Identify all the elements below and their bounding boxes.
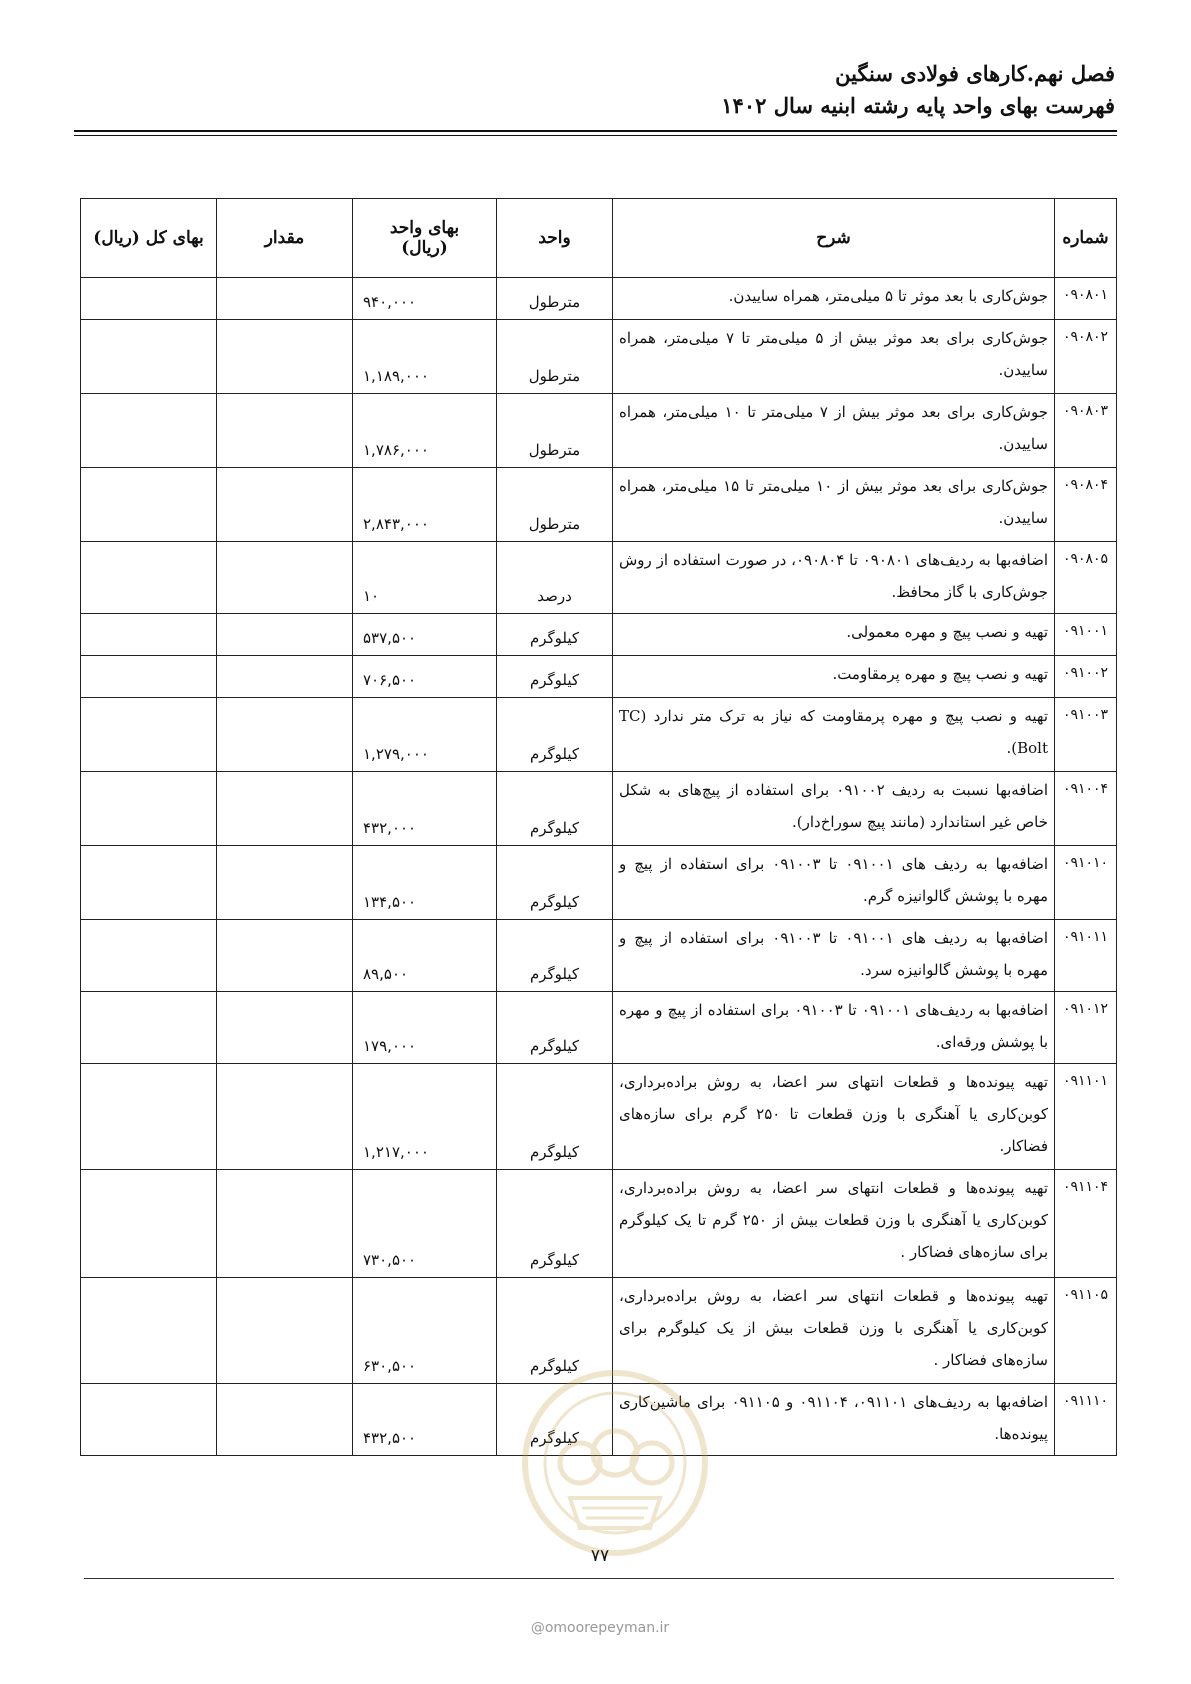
table-row [81,278,1117,320]
table-row [81,394,1117,468]
row-unit: کیلوگرم [497,992,613,1064]
table-row [81,468,1117,542]
row-total-price [81,656,217,698]
row-number: ۰۹۰۸۰۳ [1055,394,1117,468]
row-quantity [217,320,353,394]
row-unit-price: ۱,۲۷۹,۰۰۰ [353,698,497,772]
row-quantity [217,846,353,920]
table-row [81,1170,1117,1278]
price-list-title: فهرست بهای واحد پایه رشته ابنیه سال ۱۴۰۲ [721,93,1115,118]
row-unit: کیلوگرم [497,1278,613,1384]
row-unit: مترطول [497,394,613,468]
seal-logo-icon [520,1368,710,1558]
row-number: ۰۹۰۸۰۲ [1055,320,1117,394]
row-quantity [217,992,353,1064]
column-header-unit: واحد [497,199,613,278]
row-total-price [81,1384,217,1456]
row-unit: کیلوگرم [497,920,613,992]
row-unit-price: ۵۳۷,۵۰۰ [353,614,497,656]
row-unit-price: ۹۴۰,۰۰۰ [353,278,497,320]
column-header-quantity: مقدار [217,199,353,278]
row-unit: کیلوگرم [497,772,613,846]
row-unit-price: ۱,۱۸۹,۰۰۰ [353,320,497,394]
row-total-price [81,468,217,542]
table-row [81,846,1117,920]
row-total-price [81,278,217,320]
table-row [81,920,1117,992]
row-number: ۰۹۰۸۰۱ [1055,278,1117,320]
row-unit-price: ۱,۲۱۷,۰۰۰ [353,1064,497,1170]
row-total-price [81,992,217,1064]
row-description: تهیه و نصب پیچ و مهره پرمقاومت. [613,656,1055,698]
row-quantity [217,772,353,846]
row-quantity [217,1170,353,1278]
row-total-price [81,320,217,394]
row-description: تهیه پیونده‌ها و قطعات انتهای سر اعضا، به روش براده‌برداری، کوبن‌کاری یا آهنگری با وزن قطعات بیش از ۲۵۰ گرم تا یک کیلوگرم برای سازه‌های فضاکار . [613,1170,1055,1278]
row-unit: مترطول [497,278,613,320]
column-header-unit-price: بهای واحد (ریال) [353,199,497,278]
row-quantity [217,1384,353,1456]
row-number: ۰۹۱۰۰۱ [1055,614,1117,656]
column-header-description: شرح [613,199,1055,278]
row-total-price [81,846,217,920]
footer-site-link[interactable]: @omoorepeyman.ir [530,1620,670,1636]
header-rule-thin [74,135,1117,136]
row-number: ۰۹۱۱۱۰ [1055,1384,1117,1456]
row-quantity [217,614,353,656]
table-row [81,1064,1117,1170]
row-number: ۰۹۰۸۰۵ [1055,542,1117,614]
row-quantity [217,920,353,992]
row-quantity [217,278,353,320]
row-description: تهیه و نصب پیچ و مهره معمولی. [613,614,1055,656]
row-number: ۰۹۱۰۰۲ [1055,656,1117,698]
row-unit: کیلوگرم [497,846,613,920]
row-total-price [81,1064,217,1170]
row-total-price [81,772,217,846]
header-rule-thick [74,130,1117,132]
row-number: ۰۹۱۰۰۴ [1055,772,1117,846]
row-total-price [81,920,217,992]
row-unit: کیلوگرم [497,1170,613,1278]
row-unit: درصد [497,542,613,614]
row-description: اضافه‌بها به ردیف‌های ۰۹۰۸۰۱ تا ۰۹۰۸۰۴، در صورت استفاده از روش جوش‌کاری با گاز محافظ. [613,542,1055,614]
row-description: جوش‌کاری برای بعد موثر بیش از ۵ میلی‌متر تا ۷ میلی‌متر، همراه ساییدن. [613,320,1055,394]
row-number: ۰۹۱۰۱۰ [1055,846,1117,920]
row-total-price [81,1170,217,1278]
row-quantity [217,542,353,614]
row-description: جوش‌کاری برای بعد موثر بیش از ۷ میلی‌متر تا ۱۰ میلی‌متر، همراه ساییدن. [613,394,1055,468]
row-unit-price: ۱۰ [353,542,497,614]
table-row [81,614,1117,656]
column-header-number: شماره [1055,199,1117,278]
row-unit-price: ۱۷۹,۰۰۰ [353,992,497,1064]
row-unit: کیلوگرم [497,614,613,656]
row-quantity [217,1278,353,1384]
row-total-price [81,542,217,614]
row-unit-price: ۱۳۴,۵۰۰ [353,846,497,920]
table-row [81,698,1117,772]
row-number: ۰۹۱۰۰۳ [1055,698,1117,772]
row-total-price [81,394,217,468]
footer-rule [84,1578,1114,1579]
table-header-row [81,199,1117,278]
table-row [81,992,1117,1064]
row-quantity [217,698,353,772]
table-body [81,278,1117,1456]
row-unit-price: ۲,۸۴۳,۰۰۰ [353,468,497,542]
row-unit-price: ۷۳۰,۵۰۰ [353,1170,497,1278]
table-row [81,320,1117,394]
row-unit: کیلوگرم [497,1064,613,1170]
row-quantity [217,1064,353,1170]
row-description: اضافه‌بها به ردیف‌های ۰۹۱۱۰۱، ۰۹۱۱۰۴ و ۰۹۱۱۰۵ برای ماشین‌کاری پیونده‌ها. [613,1384,1055,1456]
row-description: تهیه پیونده‌ها و قطعات انتهای سر اعضا، به روش براده‌برداری، کوبن‌کاری یا آهنگری با وزن قطعات تا ۲۵۰ گرم برای سازه‌های فضاکار. [613,1064,1055,1170]
chapter-title: فصل نهم.کارهای فولادی سنگین [835,61,1115,86]
row-unit-price: ۷۰۶,۵۰۰ [353,656,497,698]
row-unit: کیلوگرم [497,1384,613,1456]
row-unit-price: ۴۳۲,۵۰۰ [353,1384,497,1456]
row-total-price [81,614,217,656]
row-quantity [217,394,353,468]
row-number: ۰۹۱۰۱۱ [1055,920,1117,992]
page-header [65,58,1115,122]
row-number: ۰۹۱۱۰۴ [1055,1170,1117,1278]
row-number: ۰۹۱۰۱۲ [1055,992,1117,1064]
row-unit: مترطول [497,320,613,394]
row-number: ۰۹۰۸۰۴ [1055,468,1117,542]
column-header-total-price: بهای کل (ریال) [81,199,217,278]
row-number: ۰۹۱۱۰۵ [1055,1278,1117,1384]
row-unit-price: ۸۹,۵۰۰ [353,920,497,992]
table-row [81,542,1117,614]
row-description: تهیه و نصب پیچ و مهره پرمقاومت که نیاز به ترک متر ندارد (TC Bolt). [613,698,1055,772]
table-row [81,1278,1117,1384]
row-unit-price: ۴۳۲,۰۰۰ [353,772,497,846]
page-number: ۷۷ [590,1546,610,1566]
row-unit: کیلوگرم [497,656,613,698]
row-unit-price: ۶۳۰,۵۰۰ [353,1278,497,1384]
row-unit-price: ۱,۷۸۶,۰۰۰ [353,394,497,468]
row-quantity [217,468,353,542]
row-description: جوش‌کاری با بعد موثر تا ۵ میلی‌متر، همراه ساییدن. [613,278,1055,320]
row-total-price [81,698,217,772]
row-number: ۰۹۱۱۰۱ [1055,1064,1117,1170]
row-total-price [81,1278,217,1384]
row-description: اضافه‌بها به ردیف های ۰۹۱۰۰۱ تا ۰۹۱۰۰۳ برای استفاده از پیچ و مهره با پوشش گالوانیزه گرم. [613,846,1055,920]
row-description: تهیه پیونده‌ها و قطعات انتهای سر اعضا، به روش براده‌برداری، کوبن‌کاری یا آهنگری با وزن قطعات بیش از یک کیلوگرم برای سازه‌های فضاکار . [613,1278,1055,1384]
table-row [81,772,1117,846]
row-unit: مترطول [497,468,613,542]
row-quantity [217,656,353,698]
price-table [80,198,1117,1456]
table-row [81,656,1117,698]
row-description: جوش‌کاری برای بعد موثر بیش از ۱۰ میلی‌متر تا ۱۵ میلی‌متر، همراه ساییدن. [613,468,1055,542]
row-description: اضافه‌بها به ردیف‌های ۰۹۱۰۰۱ تا ۰۹۱۰۰۳ برای استفاده از پیچ و مهره با پوشش ورقه‌ای. [613,992,1055,1064]
row-description: اضافه‌بها نسبت به ردیف ۰۹۱۰۰۲ برای استفاده از پیچ‌های به شکل خاص غیر استاندارد (مانند پیچ سوراخ‌دار). [613,772,1055,846]
row-unit: کیلوگرم [497,698,613,772]
row-description: اضافه‌بها به ردیف های ۰۹۱۰۰۱ تا ۰۹۱۰۰۳ برای استفاده از پیچ و مهره با پوشش گالوانیزه سرد. [613,920,1055,992]
